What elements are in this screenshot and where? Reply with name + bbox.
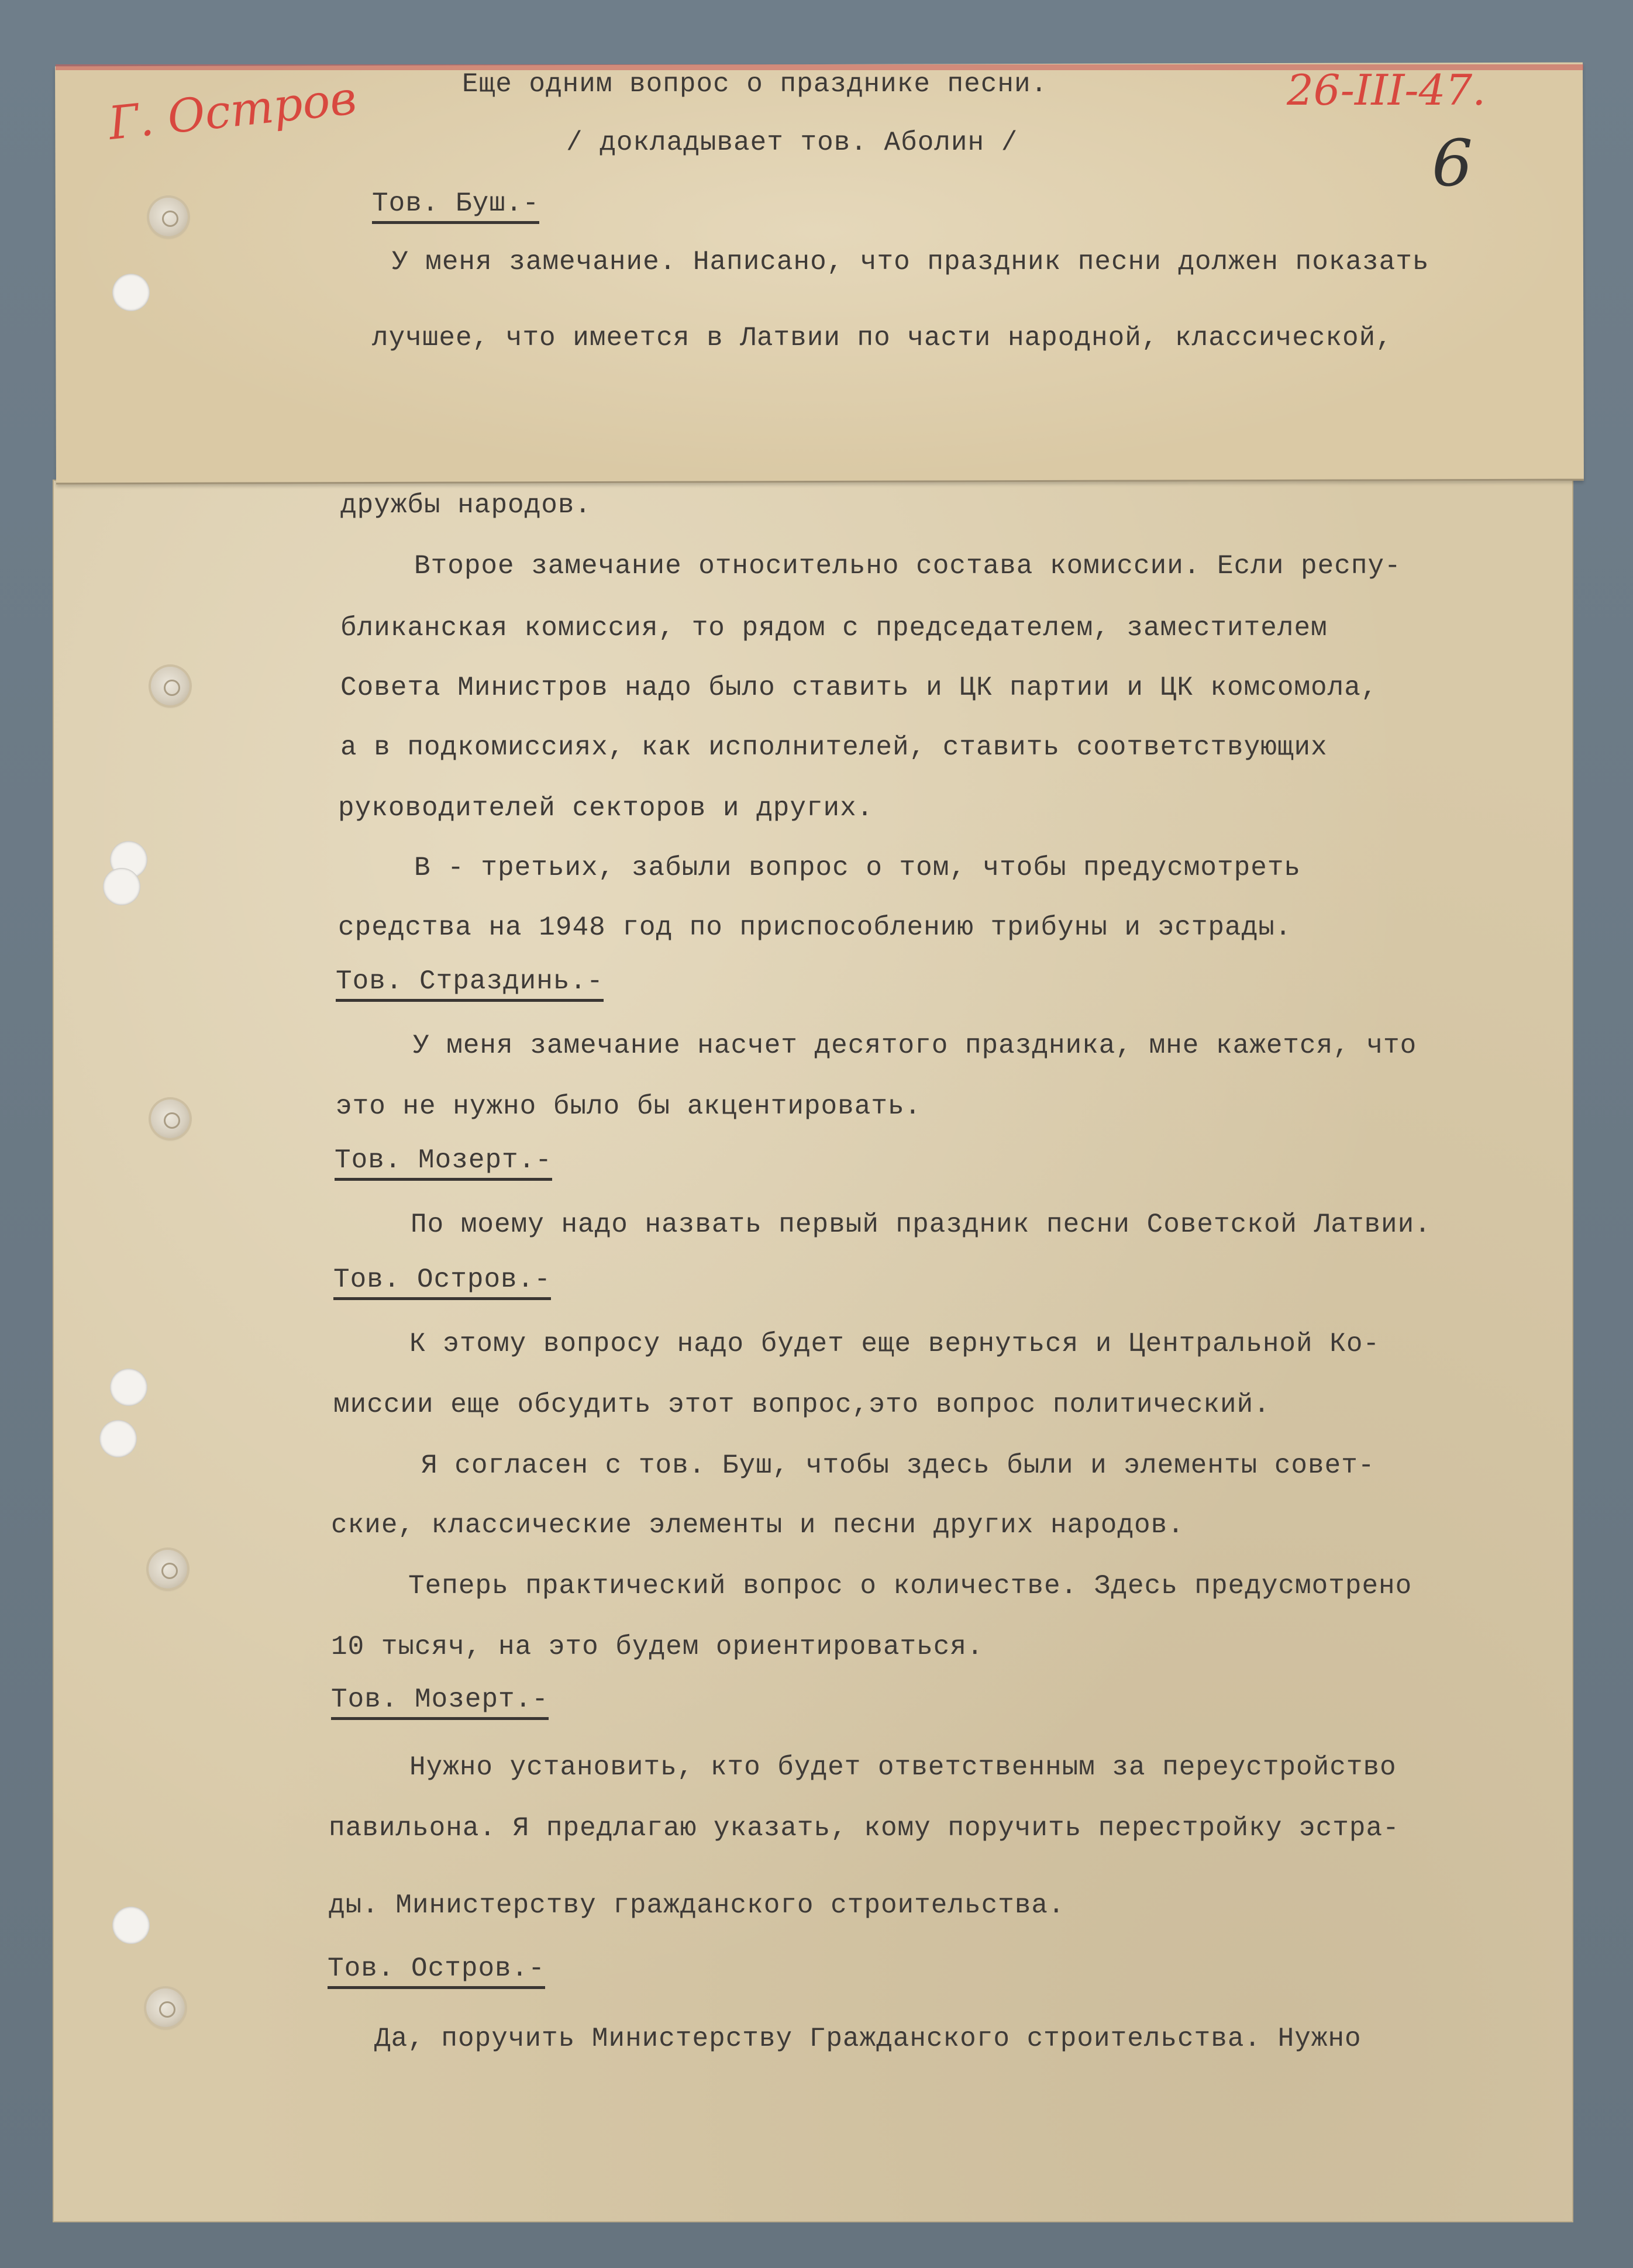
punch-hole xyxy=(110,1369,147,1406)
rivet xyxy=(149,1550,187,1588)
text-line: У меня замечание насчет десятого праздника, мне кажется, что xyxy=(413,1030,1417,1061)
text-line: лучшее, что имеется в Латвии по части народной, классической, xyxy=(372,323,1393,353)
rivet xyxy=(146,1988,185,2027)
text-line: павильона. Я предлагаю указать, кому поручить перестройку эстра- xyxy=(329,1813,1400,1843)
rivet xyxy=(149,198,188,236)
speaker-label: Тов. Мозерт.- xyxy=(331,1684,549,1720)
text-line: В - третьих, забыли вопрос о том, чтобы предусмотреть xyxy=(414,853,1301,883)
punch-hole xyxy=(103,868,140,905)
text-line: По моему надо назвать первый праздник песни Советской Латвии. xyxy=(411,1209,1431,1240)
document-subtitle: / докладывает тов. Аболин / xyxy=(566,127,1018,158)
text-line: Второе замечание относительно состава комиссии. Если респу- xyxy=(414,551,1401,581)
text-line: Совета Министров надо было ставить и ЦК партии и ЦК комсомола, xyxy=(340,673,1378,703)
text-line: Теперь практический вопрос о количестве. Здесь предусмотрено xyxy=(408,1571,1412,1601)
speaker-label: Тов. Остров.- xyxy=(333,1264,551,1300)
text-line: Да, поручить Министерству Гражданского строительства. Нужно xyxy=(374,2024,1362,2054)
speaker-label: Тов. Остров.- xyxy=(328,1953,545,1989)
text-line: Я согласен с тов. Буш, чтобы здесь были и элементы совет- xyxy=(421,1450,1375,1481)
speaker-label: Тов. Страздинь.- xyxy=(336,966,604,1002)
handwritten-date: 26-III-47. xyxy=(1287,66,1486,115)
page-number: 6 xyxy=(1432,126,1473,201)
text-line: это не нужно было бы акцентировать. xyxy=(336,1091,922,1122)
text-line: У меня замечание. Написано, что праздник песни должен показать xyxy=(392,247,1429,277)
handwritten-name: Г. Остров xyxy=(106,72,359,150)
speaker-label: Тов. Мозерт.- xyxy=(335,1145,552,1181)
text-line: дружбы народов. xyxy=(340,490,592,521)
document-title: Еще одним вопрос о празднике песни. xyxy=(462,69,1048,99)
punch-hole xyxy=(99,1420,137,1457)
text-line: бликанская комиссия, то рядом с председателем, заместителем xyxy=(340,613,1328,643)
text-line: Нужно установить, кто будет ответственным за переустройство xyxy=(409,1752,1397,1783)
text-line: а в подкомиссиях, как исполнителей, ставить соответствующих xyxy=(340,732,1328,763)
punch-hole xyxy=(112,1907,150,1944)
text-line: К этому вопросу надо будет еще вернуться и Центральной Ко- xyxy=(409,1329,1380,1359)
rivet xyxy=(151,1099,190,1138)
text-line: средства на 1948 год по приспособлению трибуны и эстрады. xyxy=(338,912,1292,943)
text-line: руководителей секторов и других. xyxy=(338,793,874,823)
text-line: ские, классические элементы и песни других народов. xyxy=(331,1510,1184,1540)
text-line: ды. Министерству гражданского строительства. xyxy=(329,1890,1065,1921)
speaker-label: Тов. Буш.- xyxy=(372,188,539,224)
rivet xyxy=(151,667,190,705)
text-line: миссии еще обсудить этот вопрос,это вопрос политический. xyxy=(333,1390,1270,1420)
punch-hole xyxy=(112,274,150,311)
text-line: 10 тысяч, на это будем ориентироваться. xyxy=(331,1632,984,1662)
